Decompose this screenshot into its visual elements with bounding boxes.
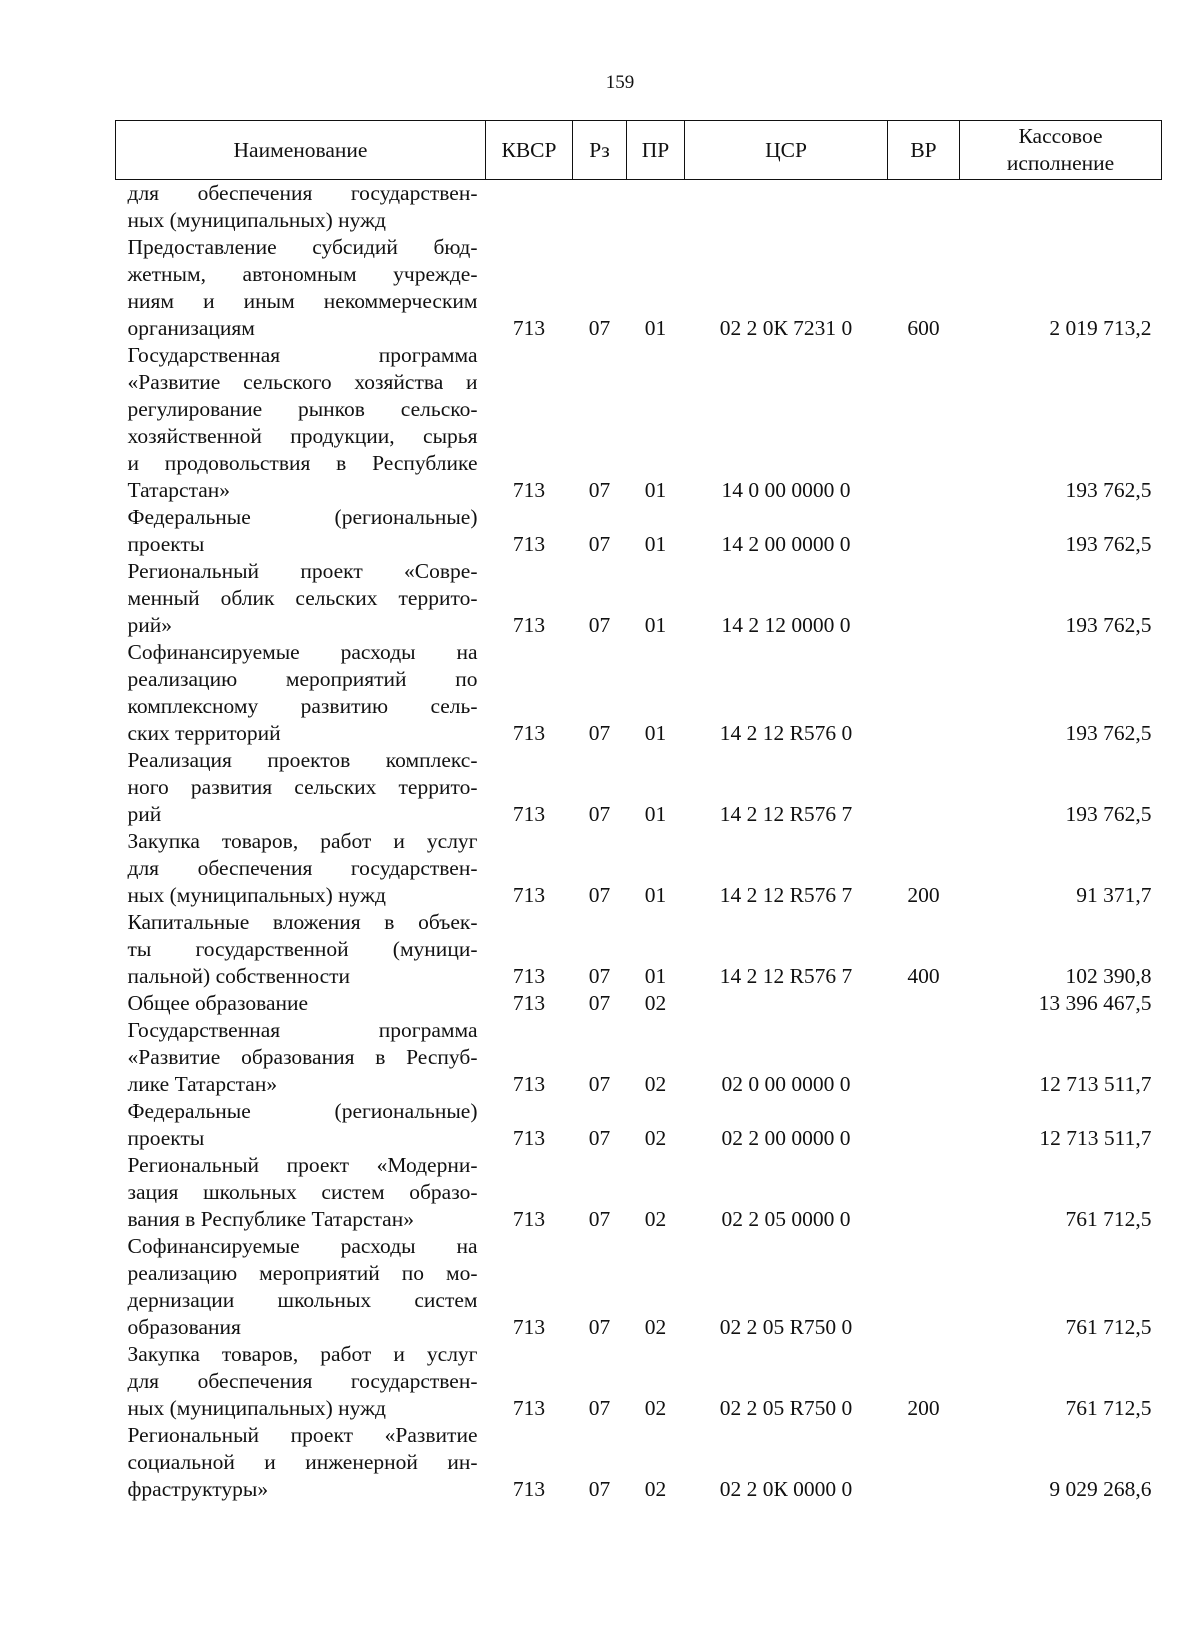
cell-pr: 01: [644, 964, 667, 988]
table-row: [116, 1341, 1162, 1422]
cell-kvsr: 713: [512, 964, 546, 988]
table-header: [116, 121, 1162, 180]
cell-csr: 14 2 12 R576 0: [719, 721, 853, 745]
cell-name: [116, 1017, 486, 1098]
cell-rz: 07: [588, 532, 611, 556]
cell-csr: 14 0 00 0000 0: [721, 478, 851, 502]
cell-amount: 193 762,5: [1065, 802, 1152, 826]
name-line: Закупка товаров, работ и услуг: [127, 829, 478, 853]
cell-vr: [888, 990, 960, 1017]
cell-csr: 14 2 12 0000 0: [721, 613, 851, 637]
cell-csr: 14 2 12 R576 7: [719, 802, 853, 826]
table-row: [116, 1152, 1162, 1233]
table-row: [116, 828, 1162, 909]
cell-name: [116, 234, 486, 342]
name-line: Государственная программа: [127, 1018, 478, 1042]
cell-name: [116, 909, 486, 990]
cell-name: [116, 828, 486, 909]
table-row: [116, 747, 1162, 828]
cell-rz: 07: [588, 1396, 611, 1420]
cell-amount: 193 762,5: [1065, 613, 1152, 637]
name-line: Федеральные (региональные): [127, 505, 478, 529]
cell-name: [116, 1152, 486, 1233]
cell-amount: 193 762,5: [1065, 478, 1152, 502]
cell-rz: 07: [588, 1126, 611, 1150]
cell-pr: 02: [644, 1207, 667, 1231]
table-row: [116, 342, 1162, 504]
name-line: Федеральные (региональные): [127, 1099, 478, 1123]
name-line: «Развитие сельского хозяйства и: [127, 370, 478, 394]
name-line: Софинансируемые расходы на: [127, 1234, 478, 1258]
cell-amount: [960, 180, 1162, 235]
cell-vr: [888, 1233, 960, 1341]
name-line: реализацию мероприятий по: [127, 667, 478, 691]
name-line: регулирование рынков сельско-: [127, 397, 478, 421]
cell-amount: 193 762,5: [1065, 721, 1152, 745]
header-kvsr: КВСР: [486, 121, 573, 180]
cell-amount: 102 390,8: [1065, 964, 1152, 988]
header-rz: Рз: [573, 121, 627, 180]
table-row: [116, 1233, 1162, 1341]
name-line: ных (муниципальных) нужд: [127, 208, 386, 232]
cell-vr: [888, 180, 960, 235]
name-line: комплексному развитию сель-: [127, 694, 478, 718]
name-line: «Развитие образования в Респуб-: [127, 1045, 478, 1069]
name-line: ных (муниципальных) нужд: [127, 883, 386, 907]
cell-csr: 02 0 00 0000 0: [721, 1072, 851, 1096]
cell-name: [116, 1422, 486, 1503]
name-line: лике Татарстан»: [127, 1072, 278, 1096]
cell-pr: 01: [644, 316, 667, 340]
cell-amount: 91 371,7: [1076, 883, 1152, 907]
header-csr: ЦСР: [685, 121, 888, 180]
cell-csr: [685, 990, 888, 1017]
cell-csr: 14 2 12 R576 7: [719, 964, 853, 988]
cell-vr: [888, 1152, 960, 1233]
cell-name: [116, 1341, 486, 1422]
cell-pr: 02: [644, 1315, 667, 1339]
cell-pr: 01: [644, 883, 667, 907]
cell-vr: [888, 1098, 960, 1152]
cell-vr: [888, 1422, 960, 1503]
cell-kvsr: 713: [512, 532, 546, 556]
cell-kvsr: 713: [512, 883, 546, 907]
cell-rz: 07: [588, 478, 611, 502]
cell-csr: 02 2 05 0000 0: [721, 1207, 851, 1231]
table-row: [116, 990, 1162, 1017]
cell-kvsr: 713: [512, 802, 546, 826]
cell-vr: 200: [907, 883, 940, 907]
table-row: [116, 1098, 1162, 1152]
cell-rz: 07: [588, 1477, 611, 1501]
cell-rz: 07: [588, 1315, 611, 1339]
header-pr: ПР: [627, 121, 685, 180]
cell-vr: [888, 504, 960, 558]
cell-csr: 02 2 05 R750 0: [719, 1315, 853, 1339]
table-row: [116, 504, 1162, 558]
cell-rz: 07: [588, 964, 611, 988]
cell-name: [116, 558, 486, 639]
table-row: [116, 1017, 1162, 1098]
cell-name: [116, 990, 486, 1017]
cell-kvsr: 713: [512, 1396, 546, 1420]
name-line: Закупка товаров, работ и услуг: [127, 1342, 478, 1366]
header-amount: Кассовое исполнение: [960, 121, 1162, 180]
cell-csr: 02 2 0К 0000 0: [719, 1477, 853, 1501]
name-line: проекты: [127, 532, 205, 556]
cell-rz: 07: [588, 991, 611, 1015]
cell-vr: [888, 342, 960, 504]
cell-pr: 02: [644, 1396, 667, 1420]
name-line: Татарстан»: [127, 478, 231, 502]
name-line: Региональный проект «Совре-: [127, 559, 478, 583]
cell-rz: 07: [588, 883, 611, 907]
name-line: Софинансируемые расходы на: [127, 640, 478, 664]
cell-kvsr: 713: [512, 1477, 546, 1501]
cell-vr: 400: [907, 964, 940, 988]
cell-pr: 01: [644, 613, 667, 637]
name-line: для обеспечения государствен-: [127, 856, 478, 880]
cell-kvsr: 713: [512, 1072, 546, 1096]
cell-vr: 200: [907, 1396, 940, 1420]
cell-amount: 13 396 467,5: [1038, 991, 1152, 1015]
cell-rz: [573, 180, 627, 235]
table-row: [116, 234, 1162, 342]
name-line: образования: [127, 1315, 241, 1339]
cell-amount: 761 712,5: [1065, 1396, 1152, 1420]
cell-kvsr: 713: [512, 478, 546, 502]
cell-amount: 193 762,5: [1065, 532, 1152, 556]
name-line: хозяйственной продукции, сырья: [127, 424, 478, 448]
cell-kvsr: 713: [512, 1126, 546, 1150]
name-line: проекты: [127, 1126, 205, 1150]
name-line: пальной) собственности: [127, 964, 351, 988]
cell-kvsr: 713: [512, 991, 546, 1015]
cell-csr: 14 2 00 0000 0: [721, 532, 851, 556]
name-line: ских территорий: [127, 721, 281, 745]
cell-kvsr: 713: [512, 613, 546, 637]
cell-rz: 07: [588, 316, 611, 340]
name-line: ного развития сельских террито-: [127, 775, 478, 799]
cell-name: [116, 639, 486, 747]
cell-amount: 12 713 511,7: [1039, 1072, 1152, 1096]
cell-vr: [888, 639, 960, 747]
cell-rz: 07: [588, 721, 611, 745]
cell-amount: 12 713 511,7: [1039, 1126, 1152, 1150]
name-line: Капитальные вложения в объек-: [127, 910, 478, 934]
cell-pr: 02: [644, 1072, 667, 1096]
cell-kvsr: 713: [512, 1315, 546, 1339]
cell-amount: 2 019 713,2: [1049, 316, 1152, 340]
cell-vr: [888, 1017, 960, 1098]
cell-name: [116, 1233, 486, 1341]
name-line: жетным, автономным учрежде-: [127, 262, 478, 286]
cell-kvsr: [486, 180, 573, 235]
name-line: Предоставление субсидий бюд-: [127, 235, 478, 259]
name-line: рий: [127, 802, 162, 826]
name-line: и продовольствия в Республике: [127, 451, 478, 475]
cell-kvsr: 713: [512, 316, 546, 340]
name-line: дернизации школьных систем: [127, 1288, 478, 1312]
table-row: [116, 639, 1162, 747]
budget-table: [115, 120, 1162, 1503]
name-line: рий»: [127, 613, 173, 637]
cell-csr: 14 2 12 R576 7: [719, 883, 853, 907]
name-line: Общее образование: [127, 991, 309, 1015]
cell-name: [116, 180, 486, 235]
cell-amount: 9 029 268,6: [1049, 1477, 1152, 1501]
cell-csr: [685, 180, 888, 235]
cell-amount: 761 712,5: [1065, 1315, 1152, 1339]
name-line: для обеспечения государствен-: [127, 1369, 478, 1393]
cell-name: [116, 504, 486, 558]
table-row: [116, 1422, 1162, 1503]
cell-rz: 07: [588, 613, 611, 637]
cell-name: [116, 747, 486, 828]
cell-vr: 600: [907, 316, 940, 340]
table-row: [116, 558, 1162, 639]
cell-vr: [888, 747, 960, 828]
cell-name: [116, 342, 486, 504]
cell-pr: 01: [644, 802, 667, 826]
table-row: [116, 909, 1162, 990]
header-vr: ВР: [888, 121, 960, 180]
cell-rz: 07: [588, 1207, 611, 1231]
name-line: менный облик сельских террито-: [127, 586, 478, 610]
cell-pr: 01: [644, 478, 667, 502]
name-line: зация школьных систем образо-: [127, 1180, 478, 1204]
cell-name: [116, 1098, 486, 1152]
name-line: Реализация проектов комплекс-: [127, 748, 478, 772]
cell-pr: [627, 180, 685, 235]
name-line: ных (муниципальных) нужд: [127, 1396, 386, 1420]
name-line: Региональный проект «Модерни-: [127, 1153, 478, 1177]
cell-pr: 02: [644, 991, 667, 1015]
cell-kvsr: 713: [512, 721, 546, 745]
cell-vr: [888, 558, 960, 639]
name-line: организациям: [127, 316, 255, 340]
name-line: ты государственной (муници-: [127, 937, 478, 961]
cell-pr: 02: [644, 1477, 667, 1501]
cell-csr: 02 2 05 R750 0: [719, 1396, 853, 1420]
cell-csr: 02 2 00 0000 0: [721, 1126, 851, 1150]
cell-rz: 07: [588, 802, 611, 826]
name-line: вания в Республике Татарстан»: [127, 1207, 414, 1231]
cell-pr: 02: [644, 1126, 667, 1150]
name-line: фраструктуры»: [127, 1477, 269, 1501]
cell-csr: 02 2 0К 7231 0: [719, 316, 853, 340]
header-name: Наименование: [116, 121, 486, 180]
table-body: [116, 180, 1162, 1504]
cell-pr: 01: [644, 532, 667, 556]
cell-rz: 07: [588, 1072, 611, 1096]
cell-kvsr: 713: [512, 1207, 546, 1231]
cell-pr: 01: [644, 721, 667, 745]
table-row: [116, 180, 1162, 235]
name-line: реализацию мероприятий по мо-: [127, 1261, 478, 1285]
cell-amount: 761 712,5: [1065, 1207, 1152, 1231]
name-line: Региональный проект «Развитие: [127, 1423, 478, 1447]
name-line: ниям и иным некоммерческим: [127, 289, 478, 313]
page-number: 159: [605, 72, 635, 93]
name-line: для обеспечения государствен-: [127, 181, 478, 205]
name-line: социальной и инженерной ин-: [127, 1450, 478, 1474]
name-line: Государственная программа: [127, 343, 478, 367]
